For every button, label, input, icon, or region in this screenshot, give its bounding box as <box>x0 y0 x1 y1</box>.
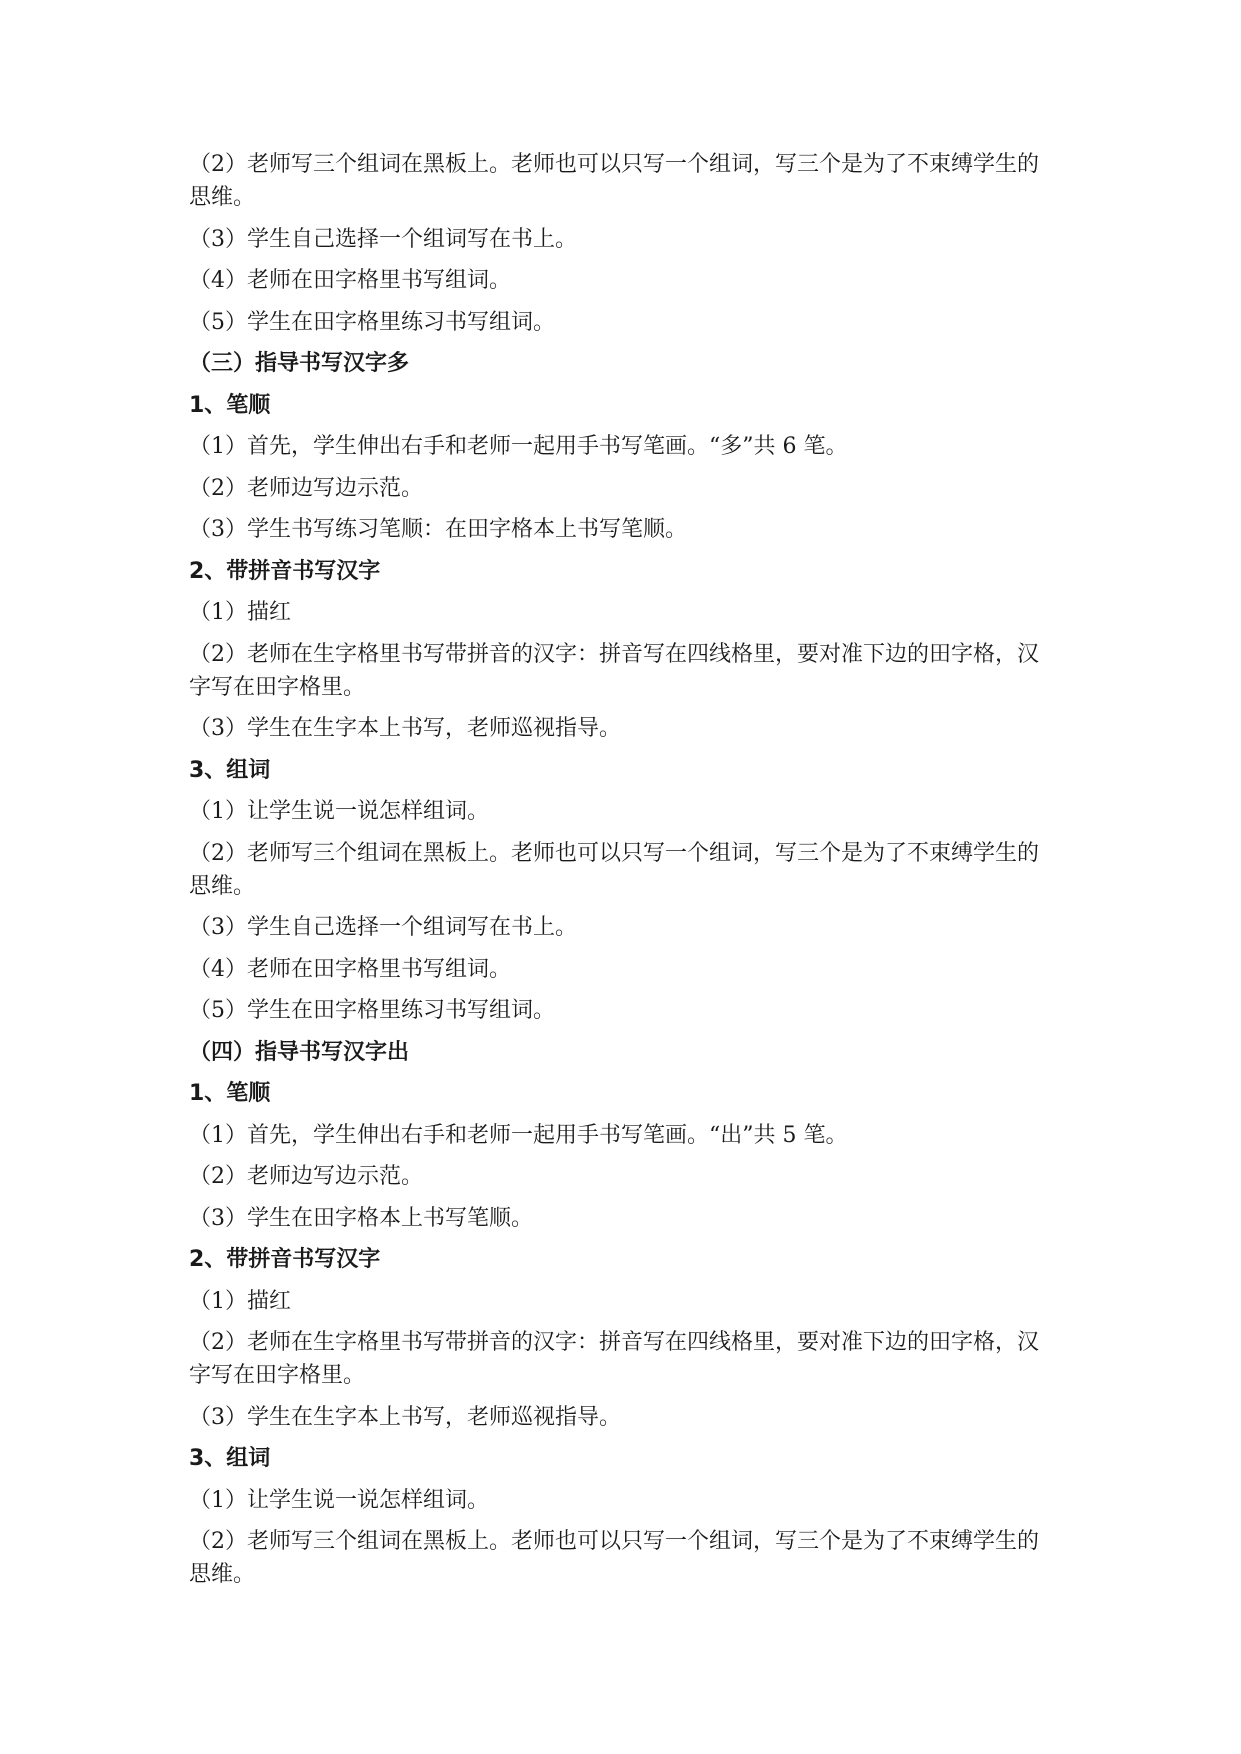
paragraph: （3）学生在生字本上书写，老师巡视指导。 <box>189 1404 621 1430</box>
section-heading: （四）指导书写汉字出 <box>189 1039 410 1065</box>
paragraph: （5）学生在田字格里练习书写组词。 <box>189 309 555 335</box>
paragraph: （2）老师在生字格里书写带拼音的汉字：拼音写在四线格里，要对准下边的田字格，汉字写在田字格里。 <box>189 641 1039 700</box>
paragraph: （2）老师在生字格里书写带拼音的汉字：拼音写在四线格里，要对准下边的田字格，汉字写在田字格里。 <box>189 1330 1039 1388</box>
paragraph: （4）老师在田字格里书写组词。 <box>189 268 511 293</box>
section-heading: 1、笔顺 <box>189 392 271 418</box>
paragraph: （3）学生在生字本上书写，老师巡视指导。 <box>189 716 621 741</box>
paragraph: （2）老师边写边示范。 <box>189 475 423 501</box>
paragraph: （2）老师写三个组词在黑板上。老师也可以只写一个组词，写三个是为了不束缚学生的思维。 <box>189 840 1039 899</box>
section-heading: 3、组词 <box>189 1446 271 1471</box>
paragraph: （2）老师写三个组词在黑板上。老师也可以只写一个组词，写三个是为了不束缚学生的思维。 <box>189 1529 1039 1587</box>
paragraph: （1）让学生说一说怎样组词。 <box>189 799 489 824</box>
paragraph: （5）学生在田字格里练习书写组词。 <box>189 998 555 1023</box>
paragraph: （1）描红 <box>189 600 291 625</box>
section-heading: 2、带拼音书写汉字 <box>189 558 381 584</box>
paragraph: （3）学生书写练习笔顺：在田字格本上书写笔顺。 <box>189 517 687 542</box>
paragraph: （2）老师写三个组词在黑板上。老师也可以只写一个组词，写三个是为了不束缚学生的思维。 <box>189 152 1039 210</box>
paragraph: （1）让学生说一说怎样组词。 <box>189 1487 489 1513</box>
paragraph: （2）老师边写边示范。 <box>189 1164 423 1189</box>
paragraph: （4）老师在田字格里书写组词。 <box>189 956 511 982</box>
section-heading: 1、笔顺 <box>189 1081 271 1106</box>
paragraph: （1）描红 <box>189 1288 291 1314</box>
section-heading: 3、组词 <box>189 757 271 783</box>
paragraph: （3）学生在田字格本上书写笔顺。 <box>189 1205 533 1231</box>
paragraph: （3）学生自己选择一个组词写在书上。 <box>189 226 577 252</box>
section-heading: （三）指导书写汉字多 <box>189 351 410 376</box>
paragraph: （1）首先，学生伸出右手和老师一起用手书写笔画。“多”共 6 笔。 <box>189 434 848 459</box>
document-page <box>189 148 1059 1600</box>
paragraph: （3）学生自己选择一个组词写在书上。 <box>189 915 577 940</box>
section-heading: 2、带拼音书写汉字 <box>189 1247 381 1272</box>
paragraph: （1）首先，学生伸出右手和老师一起用手书写笔画。“出”共 5 笔。 <box>189 1122 848 1148</box>
